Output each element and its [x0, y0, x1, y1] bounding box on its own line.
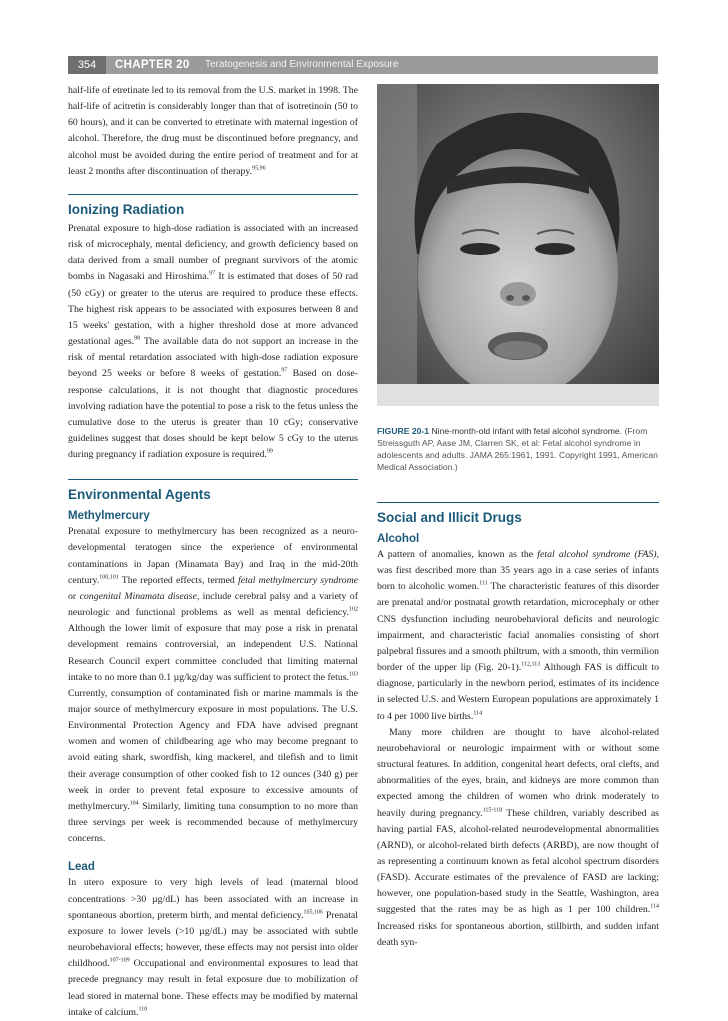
ionizing-paragraph: Prenatal exposure to high-dose radiation is associated with an increased risk of microcephaly, mental deficiency, and growth deficiency based on data derived from a small number of pregnant survivors of the atomic bombs in Nagasaki and Hiroshima.$^{97}$ It is estimated that doses of 50 rad (50 cGy) or greater to the uterus are required to produce these effects. The highest risk appears to be associated with exposures between 8 and 15 weeks' gestation, with a higher threshold dose at more advanced gestational ages.$^{98}$ The available data do not support an increase in the risk of mental retardation associated with high-dose radiation exposure beyond 25 weeks or before 8 weeks of gestation.$^{97}$ Based on dose-response calculations, it is not thought that diagnostic procedures involving radiation have the potential to pose a risk to the fetus unless the cumulative dose to the uterus is greater than 10 cGy; conservative guidelines suggest that doses should be kept below 5 cGy to the uterus during pregnancy if radiation exposure is required.$^{99}$ — [68, 222, 358, 461]
intro-paragraph: half-life of etretinate led to its removal from the U.S. market in 1998. The half-life of acitretin is considerably longer than that of isotretinoin (50 to 60 hours), and it can be converted to etretinate with maternal ingestion of alcohol. Therefore, the drug must be discontinued before pregnancy, and alcohol must be avoided during the entire period of treatment and for at least 2 months after discontinuation of therapy.$^{95,96}$ — [68, 85, 358, 177]
page-number: 354 — [68, 56, 106, 74]
alcohol-paragraph-1: A pattern of anomalies, known as the fetal alcohol syndrome (FAS), was first described more than 35 years ago in a case series of infants born to alcoholic women.$^{111}$ The characteristic features of this disorder are prenatal and/or postnatal growth retardation, microcephaly or other CNS dysfunction including neurobehavioral deficits and neurologic impairment, and characteristic facial anomalies consisting of short palpebral fissures and a smooth philtrum, with a smooth, thin vermilion border of the upper lip (Fig. 20-1).$^{112,113}$ Although FAS is difficult to diagnose, particularly in the newborn period, estimates of its incidence in selected U.S. and Western European populations are approximately 1 to 4 per 1000 live births.$^{114}$ — [377, 549, 660, 722]
subheading-lead: Lead — [68, 861, 95, 874]
chapter-label: CHAPTER 20 — [115, 59, 190, 71]
figure-photo-infant — [377, 84, 659, 406]
chapter-title: Teratogenesis and Environmental Exposure — [205, 59, 399, 70]
subheading-alcohol: Alcohol — [377, 533, 420, 545]
left-column — [68, 83, 358, 1021]
figure-caption — [377, 425, 659, 473]
section-heading-social-illicit-drugs: Social and Illicit Drugs — [377, 502, 659, 527]
section-heading-environmental-agents: Environmental Agents — [68, 479, 358, 504]
alcohol-paragraph-2: Many more children are thought to have alcohol-related neurobehavioral or neurologic impairment with or without some structural features. In addition, congenital heart defects, oral clefts, and abnormalities of the eyes, brain, and kidneys are more common than expected among the children of women who drink moderately to heavily during pregnancy.$^{115-118}$ These children, variably described as having partial FAS, alcohol-related neurodevelopmental abnormalities (ARND), or alcohol-related birth defects (ARBD), are now thought of as representing a continuum known as fetal alcohol spectrum disorders (FASD). Accurate estimates of the prevalence of FASD are lacking; however, one population-based study in the Seattle, Washington, area suggested that the rates may be as high as 1 per 100 children.$^{114}$ Increased risks for spontaneous abortion, stillbirth, and sudden infant death syn- — [377, 726, 659, 948]
methylmercury-paragraph: Prenatal exposure to methylmercury has been recognized as a neuro-developmental teratogen since the experience of environmental contaminations in Japan (Minamata Bay) and Iraq in the mid-20th century.$^{100,101}$ The reported effects, termed fetal methylmercury syndrome or congenital Minamata disease, include cerebral palsy and a variety of neurologic and functional problems as well as mental deficiency.$^{102}$ Although the lower limit of exposure that may pose a risk in prenatal development remains controversial, an independent U.S. National Research Council expert committee concluded that limiting maternal intake to no more than 0.1 µg/kg/day was sufficient to protect the fetus.$^{103}$ Currently, consumption of contaminated fish or marine mammals is the major source of methylmercury exposure in most populations. The U.S. Environmental Protection Agency and FDA have advised pregnant women and women of childbearing age who may become pregnant to avoid eating shark, swordfish, king mackerel, and tilefish and to limit their average consumption of other cooked fish to 12 ounces (340 g) per week in order to prevent fetal exposure to excessive amounts of methylmercury.$^{104}$ Similarly, limiting tuna consumption to no more than three servings per week is recommended because of methylmercury concerns. — [68, 526, 359, 845]
right-column — [377, 502, 659, 951]
figure-label: FIGURE 20-1 — [377, 426, 430, 436]
infant-face-illustration — [377, 84, 659, 406]
figure-source: (From Streissguth AP, Aase JM, Clarren SK, et al: Fetal alcohol syndrome in adolescents and adults. JAMA 265:1961, 1991. Copyright 1991, American Medical Association.) — [377, 426, 658, 472]
figure-title: Nine-month-old infant with fetal alcohol syndrome. — [431, 426, 623, 436]
subheading-methylmercury: Methylmercury — [68, 510, 150, 523]
section-heading-ionizing-radiation: Ionizing Radiation — [68, 194, 358, 219]
lead-paragraph: In utero exposure to very high levels of lead (maternal blood concentrations >30 µg/dL) has been associated with an increase in spontaneous abortion, preterm birth, and mental deficiency.$^{105,106}$ Prenatal exposure to lower levels (>10 µg/dL) may be associated with subtle neurobehavioral effects; however, these effects may not persist into older childhood.$^{107-109}$ Occupational and environmental exposures to lead that precede pregnancy may result in fetal exposure due to mobilization of lead stored in maternal bone. These effects may be modified by maternal intake of calcium.$^{110}$ — [68, 877, 358, 1018]
